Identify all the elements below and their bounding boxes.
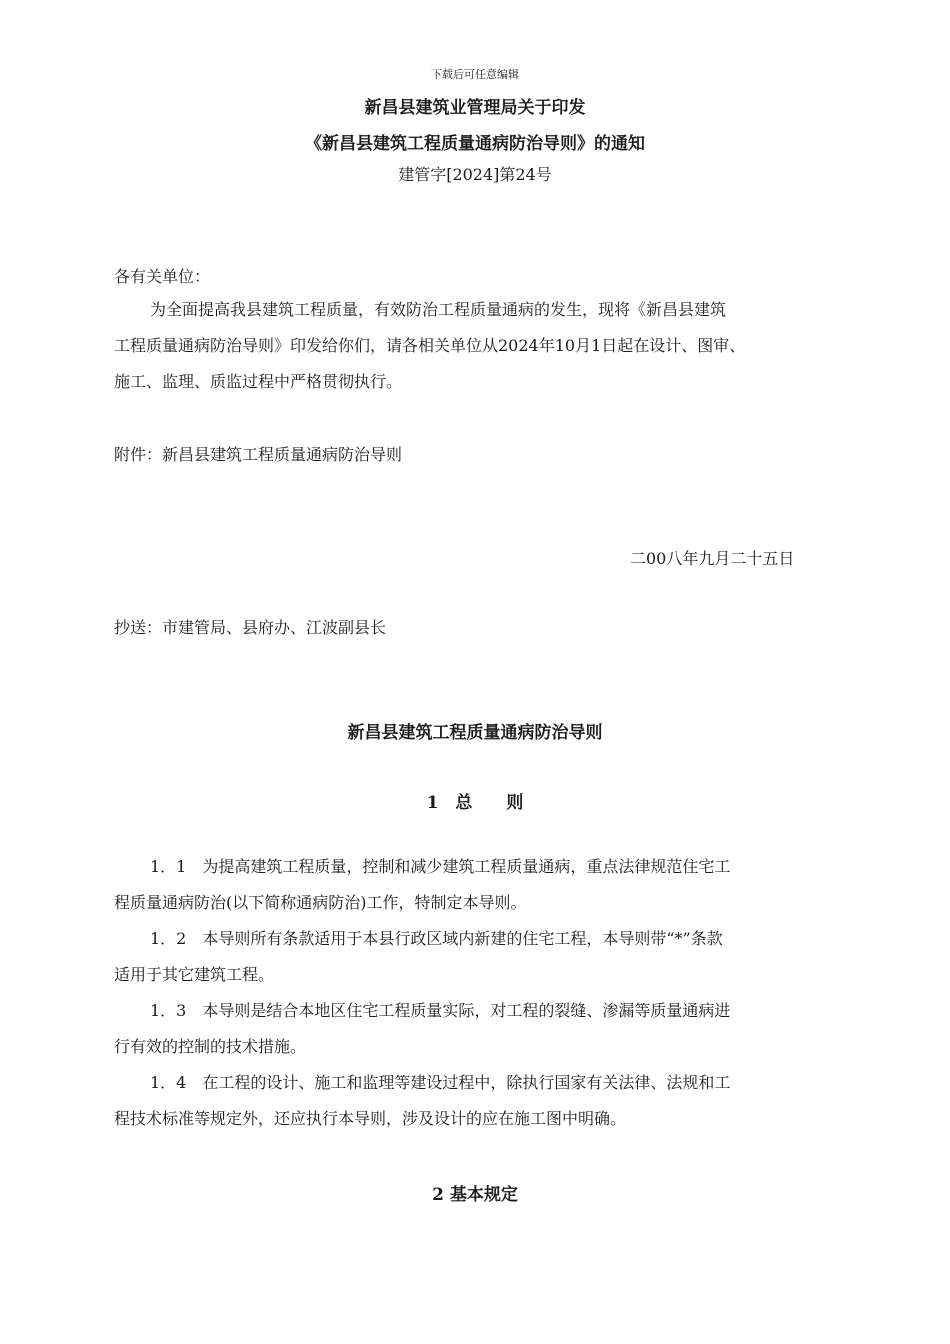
notice-body-line: 为全面提高我县建筑工程质量，有效防治工程质量通病的发生，现将《新昌县建筑 [150, 300, 727, 319]
clause-line: 行有效的控制的技术措施。 [114, 1037, 307, 1056]
clause-line: 适用于其它建筑工程。 [114, 965, 275, 984]
salutation: 各有关单位： [114, 267, 211, 286]
notice-body-line: 施工、监理、质监过程中严格贯彻执行。 [114, 372, 403, 391]
clause-line: 1．4 在工程的设计、施工和监理等建设过程中，除执行国家有关法律、法规和工 [150, 1073, 731, 1092]
attachment: 附件：新昌县建筑工程质量通病防治导则 [114, 445, 403, 464]
notice-date: 二00八年九月二十五日 [630, 549, 795, 568]
notice-title-line1: 新昌县建筑业管理局关于印发 [364, 98, 586, 118]
clause-line: 程技术标准等规定外，还应执行本导则，涉及设计的应在施工图中明确。 [114, 1109, 627, 1128]
section-heading: 2 基本规定 [432, 1185, 518, 1205]
clause-line: 程质量通病防治(以下简称通病防治)工作，特制定本导则。 [114, 893, 527, 912]
clause-list [114, 849, 864, 1137]
cc-line: 抄送：市建管局、县府办、江波副县长 [114, 618, 387, 637]
notice-title-line2: 《新昌县建筑工程质量通病防治导则》的通知 [305, 134, 645, 154]
notice-body-line: 工程质量通病防治导则》印发给你们，请各相关单位从2024年10月1日起在设计、图审、 [114, 336, 746, 355]
guide-title: 新昌县建筑工程质量通病防治导则 [347, 723, 603, 743]
section-heading: 1 总 则 [426, 793, 524, 813]
clause-line: 1．3 本导则是结合本地区住宅工程质量实际，对工程的裂缝、渗漏等质量通病进 [150, 1001, 731, 1020]
header-note: 下载后可任意编辑 [431, 68, 519, 81]
notice-body [114, 292, 864, 400]
clause-line: 1．2 本导则所有条款适用于本县行政区域内新建的住宅工程，本导则带“*”条款 [150, 929, 723, 948]
document-number: 建管字[2024]第24号 [398, 165, 552, 184]
clause-line: 1．1 为提高建筑工程质量，控制和减少建筑工程质量通病，重点法律规范住宅工 [150, 857, 731, 876]
